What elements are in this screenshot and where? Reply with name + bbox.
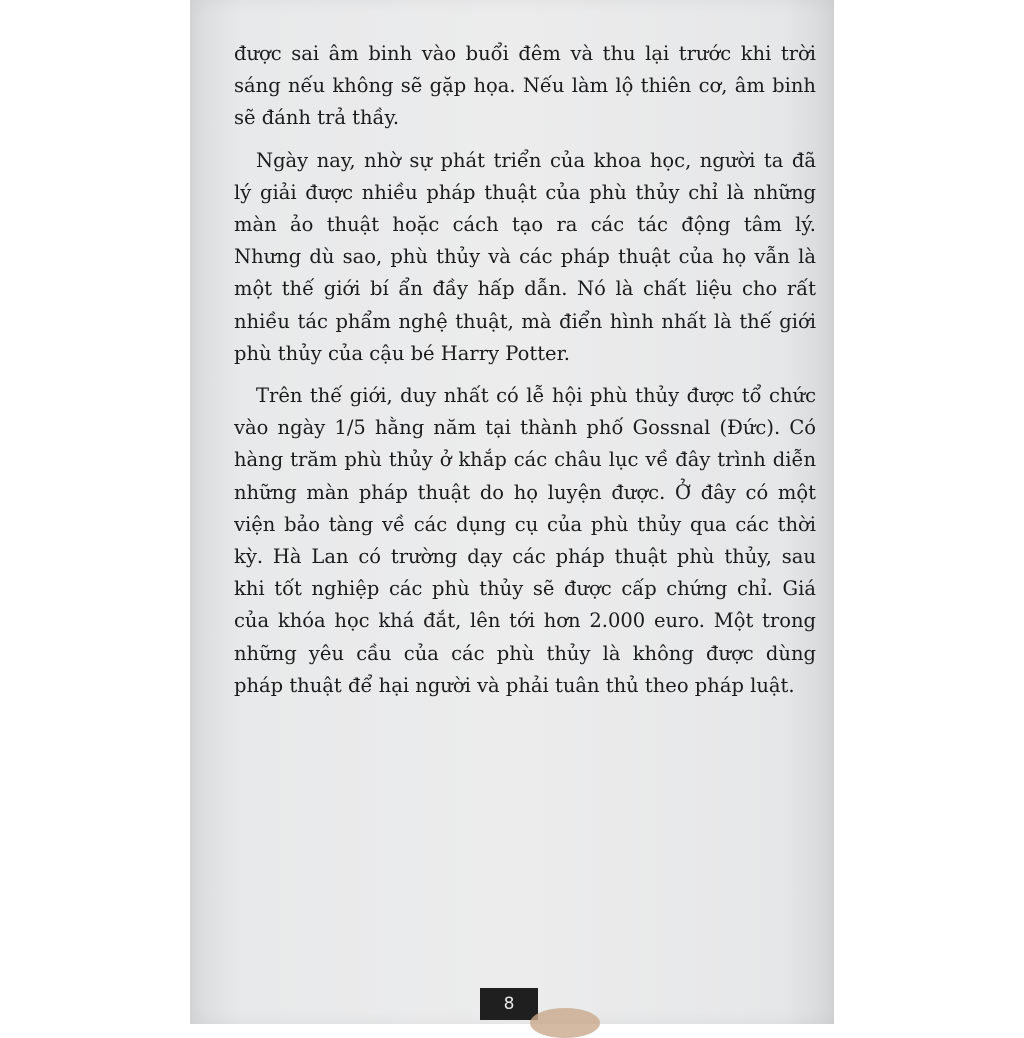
paragraph-3 bbox=[234, 380, 816, 702]
text-line: hàng trăm phù thủy ở khắp các châu lục về đây trình diễn bbox=[234, 448, 816, 472]
paragraph-1 bbox=[234, 38, 816, 135]
text-line: pháp thuật để hại người và phải tuân thủ theo pháp luật. bbox=[234, 673, 795, 697]
text-line: Ngày nay, nhờ sự phát triển của khoa học, người ta đã bbox=[256, 148, 816, 172]
thumb-edge bbox=[530, 1008, 600, 1038]
body-text bbox=[234, 38, 816, 712]
text-line: màn ảo thuật hoặc cách tạo ra các tác động tâm lý. bbox=[234, 213, 816, 237]
text-line: Trên thế giới, duy nhất có lễ hội phù thủy được tổ chức bbox=[256, 384, 816, 408]
text-line: nhiều tác phẩm nghệ thuật, mà điển hình nhất là thế giới bbox=[234, 309, 816, 333]
text-line: được sai âm binh vào buổi đêm và thu lại trước khi trời bbox=[234, 42, 816, 65]
text-line: sáng nếu không sẽ gặp họa. Nếu làm lộ thiên cơ, âm binh bbox=[234, 74, 816, 98]
text-line: khi tốt nghiệp các phù thủy sẽ được cấp chứng chỉ. Giá bbox=[234, 577, 816, 601]
text-line: Nhưng dù sao, phù thủy và các pháp thuật của họ vẫn là bbox=[234, 245, 816, 269]
text-line: những màn pháp thuật do họ luyện được. Ở đây có một bbox=[234, 480, 816, 504]
text-line: một thế giới bí ẩn đầy hấp dẫn. Nó là chất liệu cho rất bbox=[234, 277, 816, 301]
text-line: phù thủy của cậu bé Harry Potter. bbox=[234, 341, 570, 365]
page-number: 8 bbox=[480, 988, 538, 1020]
text-line: lý giải được nhiều pháp thuật của phù thủy chỉ là những bbox=[234, 180, 816, 204]
text-line: sẽ đánh trả thầy. bbox=[234, 106, 400, 130]
text-line: vào ngày 1/5 hằng năm tại thành phố Gossnal (Đức). Có bbox=[234, 416, 816, 440]
text-line: những yêu cầu của các phù thủy là không được dùng bbox=[234, 641, 816, 665]
text-line: kỳ. Hà Lan có trường dạy các pháp thuật phù thủy, sau bbox=[234, 545, 816, 569]
text-line: viện bảo tàng về các dụng cụ của phù thủy qua các thời bbox=[234, 512, 816, 536]
text-line: của khóa học khá đắt, lên tới hơn 2.000 euro. Một trong bbox=[234, 609, 816, 633]
book-page bbox=[190, 0, 834, 1024]
paragraph-2 bbox=[234, 145, 816, 370]
